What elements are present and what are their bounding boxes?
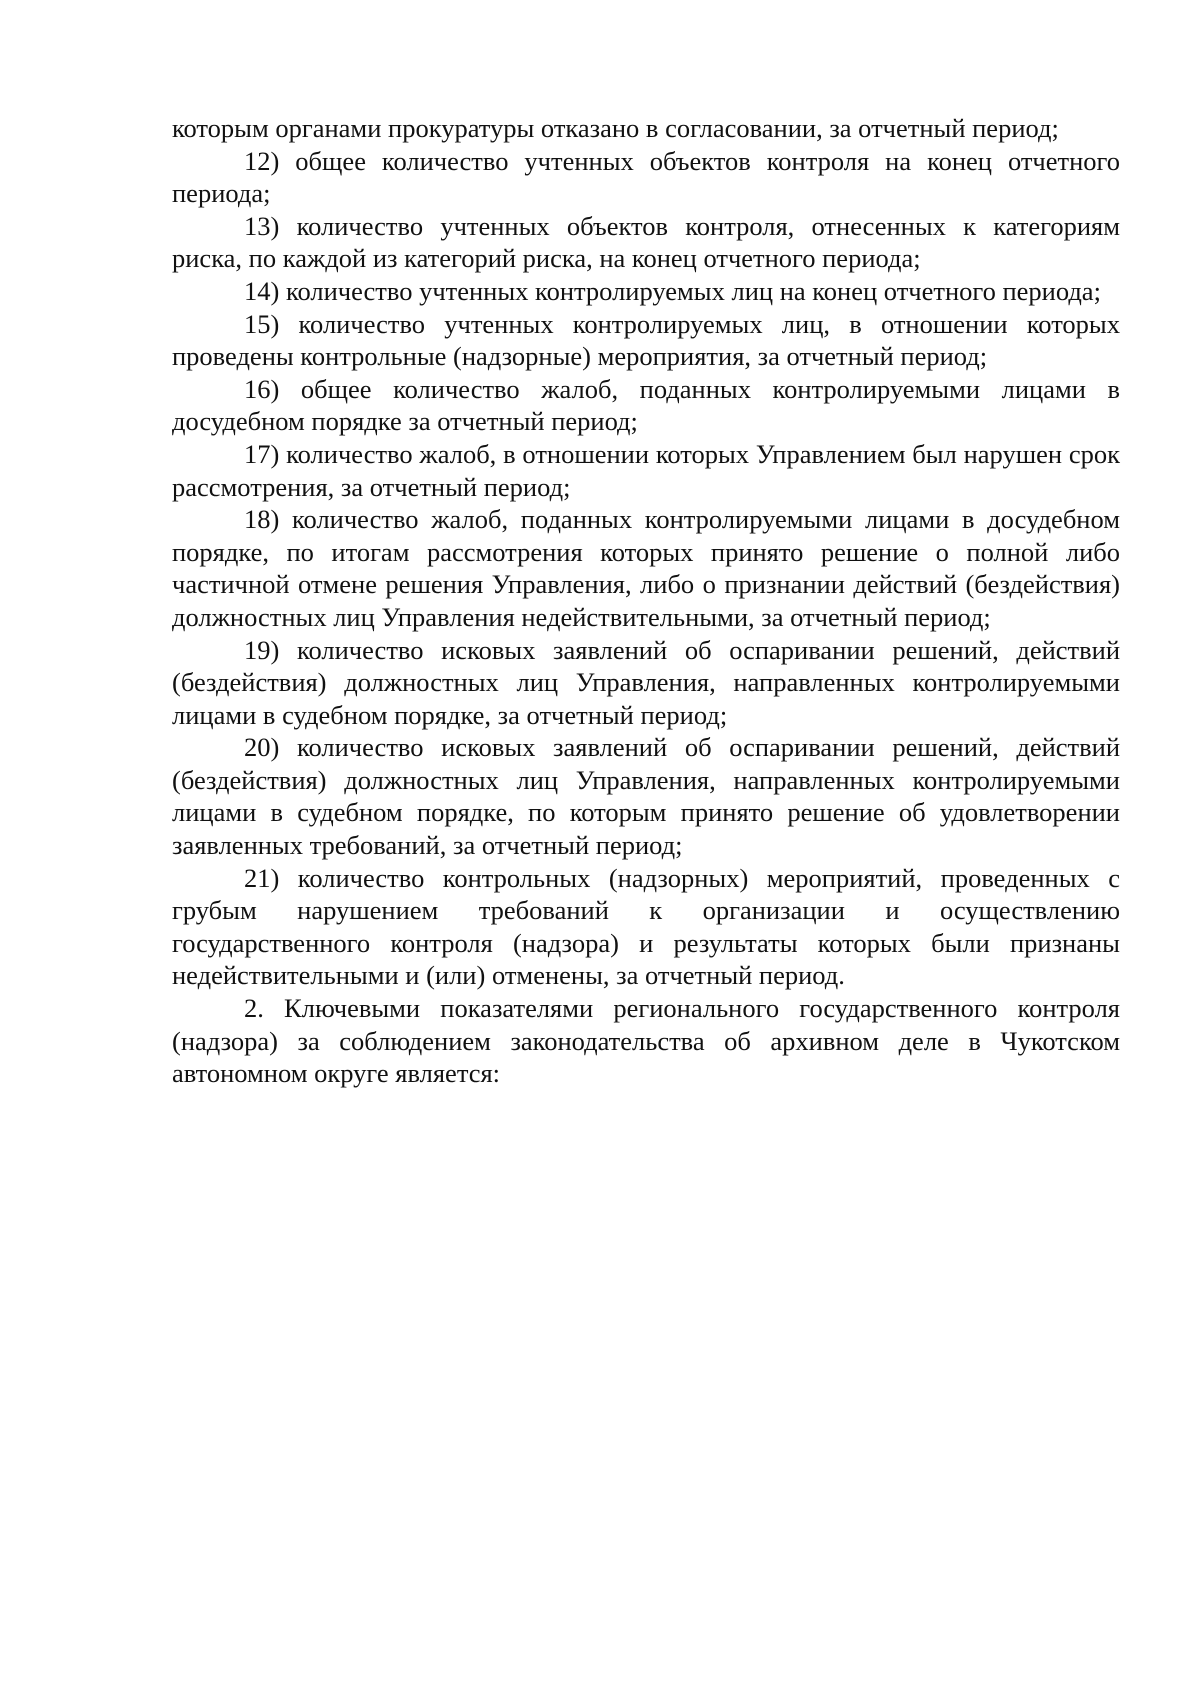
paragraph-item-21: 21) количество контрольных (надзорных) мероприятий, проведенных с грубым нарушением требований к организации и осуществлению государственного контроля (надзора) и результаты которых были признаны недействительными и (или) отменены, за отчетный период. xyxy=(172,862,1120,991)
document-page xyxy=(172,112,1120,1090)
paragraph-continuation: которым органами прокуратуры отказано в согласовании, за отчетный период; xyxy=(172,113,1059,143)
paragraph-item-15: 15) количество учтенных контролируемых лиц, в отношении которых проведены контрольные (надзорные) мероприятия, за отчетный период; xyxy=(172,308,1120,372)
paragraph-item-20: 20) количество исковых заявлений об оспаривании решений, действий (бездействия) должностных лиц Управления, направленных контролируемыми лицами в судебном порядке, по которым принято решение об удовлетворении заявленных требований, за отчетный период; xyxy=(172,732,1120,861)
paragraph-item-18: 18) количество жалоб, поданных контролируемыми лицами в досудебном порядке, по итогам рассмотрения которых принято решение о полной либо частичной отмене решения Управления, либо о признании действий (бездействия) должностных лиц Управления недействительными, за отчетный период; xyxy=(172,504,1120,632)
paragraph-item-13: 13) количество учтенных объектов контроля, отнесенных к категориям риска, по каждой из категорий риска, на конец отчетного периода; xyxy=(172,210,1120,274)
paragraph-item-12: 12) общее количество учтенных объектов контроля на конец отчетного периода; xyxy=(172,145,1120,209)
paragraph-item-17: 17) количество жалоб, в отношении которых Управлением был нарушен срок рассмотрения, за отчетный период; xyxy=(172,438,1120,502)
paragraph-item-14: 14) количество учтенных контролируемых лиц на конец отчетного периода; xyxy=(244,275,1101,306)
paragraph-section-2: 2. Ключевыми показателями регионального государственного контроля (надзора) за соблюдением законодательства об архивном деле в Чукотском автономном округе является: xyxy=(172,993,1120,1089)
paragraph-item-16: 16) общее количество жалоб, поданных контролируемыми лицами в досудебном порядке за отчетный период; xyxy=(172,373,1120,437)
paragraph-item-19: 19) количество исковых заявлений об оспаривании решений, действий (бездействия) должностных лиц Управления, направленных контролируемыми лицами в судебном порядке, за отчетный период; xyxy=(172,634,1120,730)
